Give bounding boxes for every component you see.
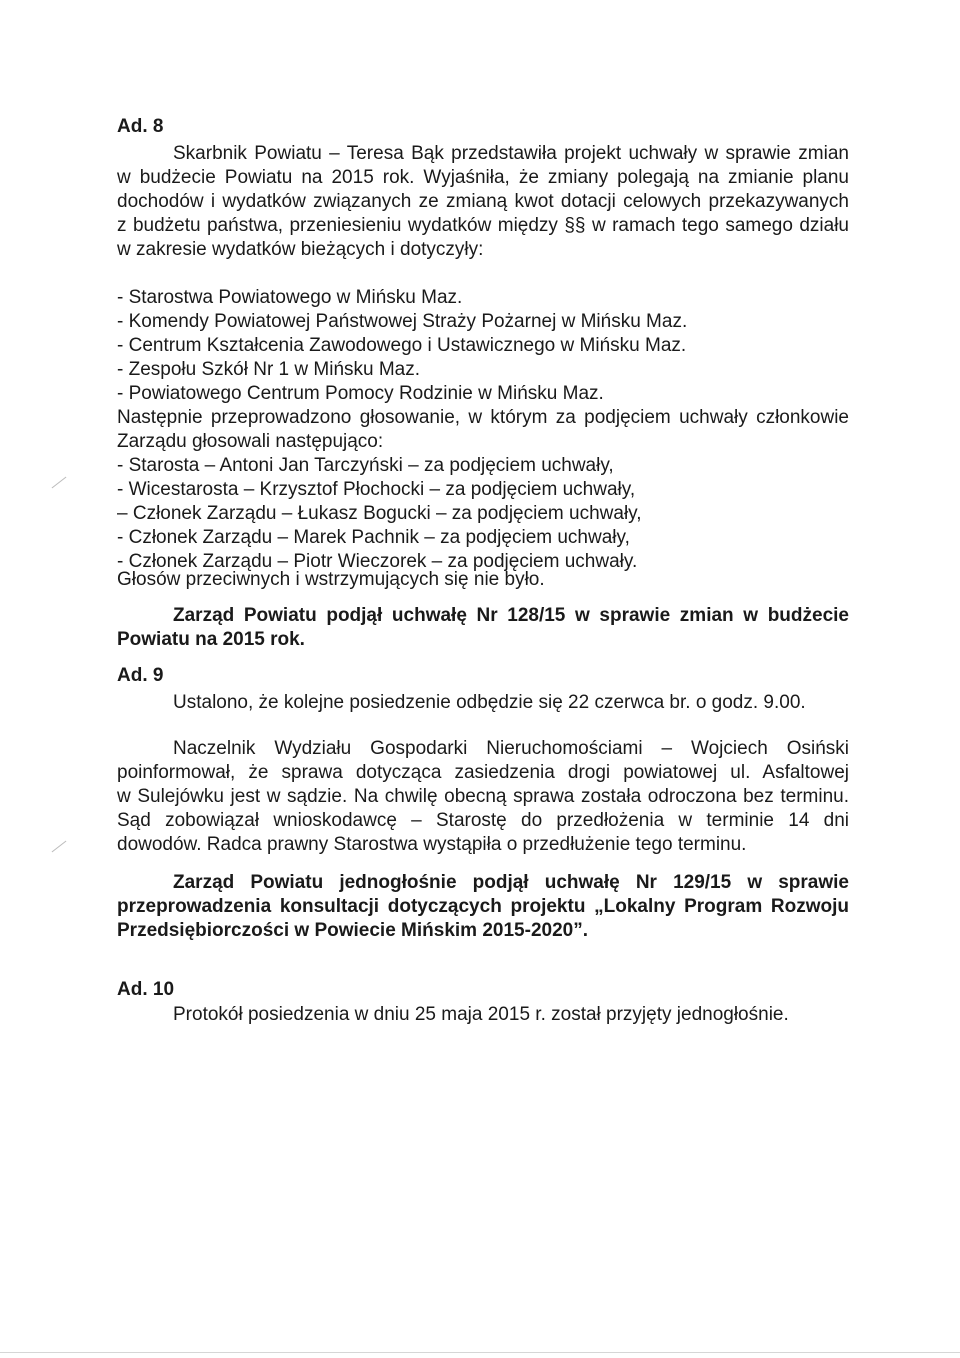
ad-9-info-line-5: dowodów. Radca prawny Starostwa wystąpiła o przedłużenie tego terminu. <box>117 834 747 855</box>
ad-8-no-objections: Głosów przeciwnych i wstrzymujących się nie było. <box>117 569 545 590</box>
ad-9-resolution-line-2: przeprowadzenia konsultacji dotyczących projektu „Lokalny Program Rozwoju <box>117 896 849 917</box>
list-item: - Centrum Kształcenia Zawodowego i Ustawicznego w Mińsku Maz. <box>117 335 687 356</box>
list-item: - Powiatowego Centrum Pomocy Rodzinie w Mińsku Maz. <box>117 383 604 404</box>
ad-8-vote-intro-line-1: Następnie przeprowadzono głosowanie, w którym za podjęciem uchwały członkowie <box>117 407 849 428</box>
ad-8-units-list <box>117 286 687 406</box>
ad-8-votes-list <box>117 454 642 574</box>
list-item: - Starostwa Powiatowego w Mińsku Maz. <box>117 287 463 308</box>
ad-9-info-line-2: poinformował, że sprawa dotycząca zasiedzenia drogi powiatowej ul. Asfaltowej <box>117 762 849 783</box>
ad-8-intro-line-2: w budżecie Powiatu na 2015 rok. Wyjaśniła, że zmiany polegają na zmianie planu <box>117 167 849 188</box>
list-item: – Członek Zarządu – Łukasz Bogucki – za podjęciem uchwały, <box>117 503 642 524</box>
ad-9-info-line-3: w Sulejówku jest w sądzie. Na chwilę obecną sprawa została odroczona bez terminu. <box>117 786 849 807</box>
ad-8-intro-line-3: dochodów i wydatków związanych ze zmianą kwot dotacji celowych przekazywanych <box>117 191 849 212</box>
ad-8-intro-line-5: w zakresie wydatków bieżących i dotyczyły: <box>117 239 484 260</box>
list-item: - Starosta – Antoni Jan Tarczyński – za podjęciem uchwały, <box>117 455 614 476</box>
list-item: - Wicestarosta – Krzysztof Płochocki – za podjęciem uchwały, <box>117 479 636 500</box>
ad-8-vote-intro-line-2: Zarządu głosowali następująco: <box>117 431 384 452</box>
ad-9-heading: Ad. 9 <box>117 665 164 686</box>
ad-8-resolution-line-1: Zarząd Powiatu podjął uchwałę Nr 128/15 w sprawie zmian w budżecie <box>173 605 849 626</box>
page-bottom-edge <box>0 1352 960 1353</box>
list-item: - Komendy Powiatowej Państwowej Straży Pożarnej w Mińsku Maz. <box>117 311 688 332</box>
ad-10-text: Protokół posiedzenia w dniu 25 maja 2015 r. został przyjęty jednogłośnie. <box>173 1004 789 1025</box>
ad-9-resolution-line-1: Zarząd Powiatu jednogłośnie podjął uchwałę Nr 129/15 w sprawie <box>173 872 849 893</box>
ad-9-info-line-1: Naczelnik Wydziału Gospodarki Nieruchomościami – Wojciech Osiński <box>173 738 849 759</box>
ad-10-heading: Ad. 10 <box>117 979 175 1000</box>
ad-9-resolution-line-3: Przedsiębiorczości w Powiecie Mińskim 2015-2020”. <box>117 920 588 941</box>
scan-mark <box>52 841 67 853</box>
ad-8-intro-line-4: z budżetu państwa, przeniesieniu wydatków między §§ w ramach tego samego działu <box>117 215 849 236</box>
ad-9-info-line-4: Sąd zobowiązał wnioskodawcę – Starostę do przedłożenia w terminie 14 dni <box>117 810 849 831</box>
ad-8-heading: Ad. 8 <box>117 116 164 137</box>
list-item: - Członek Zarządu – Marek Pachnik – za podjęciem uchwały, <box>117 527 630 548</box>
ad-8-intro-line-1: Skarbnik Powiatu – Teresa Bąk przedstawiła projekt uchwały w sprawie zmian <box>173 143 849 164</box>
ad-8-resolution-line-2: Powiatu na 2015 rok. <box>117 629 305 650</box>
list-item: - Członek Zarządu – Piotr Wieczorek – za podjęciem uchwały. <box>117 551 638 572</box>
list-item: - Zespołu Szkół Nr 1 w Mińsku Maz. <box>117 359 421 380</box>
scan-mark <box>52 477 67 489</box>
ad-9-next-meeting: Ustalono, że kolejne posiedzenie odbędzie się 22 czerwca br. o godz. 9.00. <box>173 692 806 713</box>
